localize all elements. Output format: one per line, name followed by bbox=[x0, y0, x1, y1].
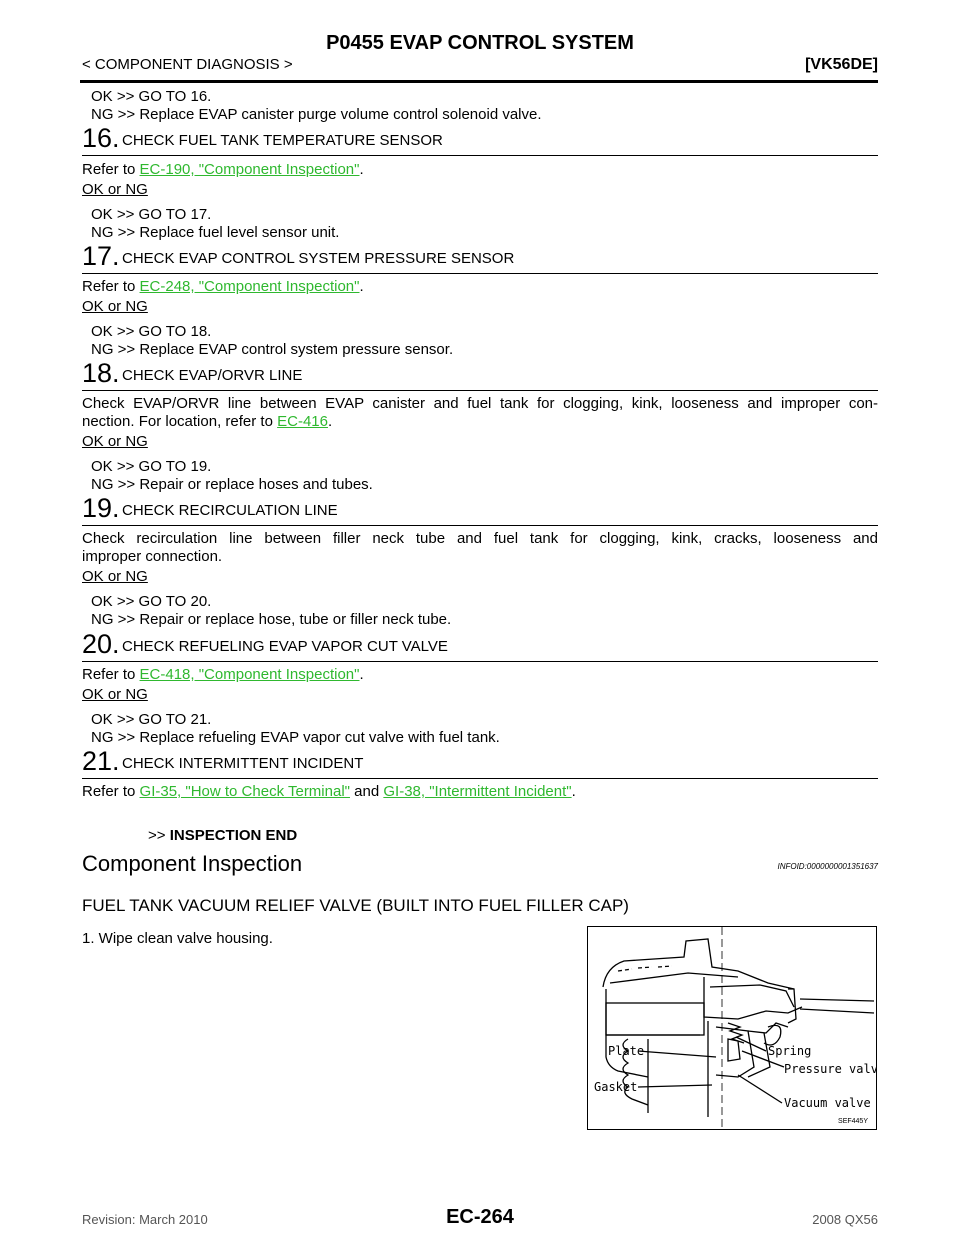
step-21-header bbox=[82, 746, 878, 779]
step-17-ok: OK >> GO TO 18. bbox=[91, 323, 212, 340]
gi-35-link[interactable]: GI-35, "How to Check Terminal" bbox=[139, 783, 350, 800]
plate-label: Plate bbox=[608, 1044, 645, 1058]
header-rule bbox=[80, 80, 878, 83]
ok-or-ng-label: OK or NG bbox=[82, 181, 148, 198]
step-19-line1: Check recirculation line between filler neck tube and fuel tank for clogging, kink, cracks, looseness and bbox=[82, 530, 878, 547]
page-number: EC-264 bbox=[446, 1206, 514, 1228]
step-title: CHECK EVAP CONTROL SYSTEM PRESSURE SENSOR bbox=[122, 250, 515, 267]
step-16-ng: NG >> Replace fuel level sensor unit. bbox=[91, 224, 340, 241]
step-19-ng: NG >> Repair or replace hose, tube or filler neck tube. bbox=[91, 611, 452, 628]
document-title: P0455 EVAP CONTROL SYSTEM bbox=[326, 32, 634, 54]
step-21-refer: Refer to GI-35, "How to Check Terminal" and GI-38, "Intermittent Incident". bbox=[82, 783, 576, 800]
step-19-line2: improper connection. bbox=[82, 548, 223, 565]
step-18-ok: OK >> GO TO 19. bbox=[91, 458, 212, 475]
step-20-ng: NG >> Replace refueling EVAP vapor cut valve with fuel tank. bbox=[91, 729, 500, 746]
step-19-header bbox=[82, 493, 878, 526]
engine-code: [VK56DE] bbox=[805, 56, 878, 73]
vacuum-valve-label: Vacuum valve bbox=[784, 1096, 871, 1110]
step-title: CHECK RECIRCULATION LINE bbox=[122, 502, 338, 519]
fuel-filler-cap-figure bbox=[587, 926, 877, 1130]
model-year: 2008 QX56 bbox=[812, 1212, 878, 1227]
filler-cap-drawing bbox=[588, 927, 876, 1129]
figure-code: SEF445Y bbox=[838, 1118, 868, 1125]
step-17-refer: Refer to EC-248, "Component Inspection". bbox=[82, 278, 364, 295]
step-20-header bbox=[82, 629, 878, 662]
step-title: CHECK FUEL TANK TEMPERATURE SENSOR bbox=[122, 132, 443, 149]
ec-416-link[interactable]: EC-416 bbox=[277, 413, 328, 430]
spring-label: Spring bbox=[768, 1044, 812, 1058]
step-number: 21. bbox=[82, 746, 120, 776]
gi-38-link[interactable]: GI-38, "Intermittent Incident" bbox=[383, 783, 572, 800]
breadcrumb: < COMPONENT DIAGNOSIS > bbox=[82, 56, 293, 73]
step-title: CHECK EVAP/ORVR LINE bbox=[122, 367, 303, 384]
ok-or-ng-label: OK or NG bbox=[82, 568, 148, 585]
step-title: CHECK INTERMITTENT INCIDENT bbox=[122, 755, 364, 772]
step-16-refer: Refer to EC-190, "Component Inspection". bbox=[82, 161, 364, 178]
step-19-ok: OK >> GO TO 20. bbox=[91, 593, 212, 610]
ec-190-link[interactable]: EC-190, "Component Inspection" bbox=[139, 161, 360, 178]
step-20-refer: Refer to EC-418, "Component Inspection". bbox=[82, 666, 364, 683]
step-number: 17. bbox=[82, 241, 120, 271]
ok-or-ng-label: OK or NG bbox=[82, 433, 148, 450]
step-number: 16. bbox=[82, 123, 120, 153]
inspection-end: >> INSPECTION END bbox=[148, 827, 298, 844]
ec-418-link[interactable]: EC-418, "Component Inspection" bbox=[139, 666, 360, 683]
revision-date: Revision: March 2010 bbox=[82, 1212, 208, 1227]
info-id: INFOID:0000000001351637 bbox=[777, 862, 878, 871]
step-number: 20. bbox=[82, 629, 120, 659]
step-number: 18. bbox=[82, 358, 120, 388]
intro-ok: OK >> GO TO 16. bbox=[91, 88, 212, 105]
step-18-line1: Check EVAP/ORVR line between EVAP canister and fuel tank for clogging, kink, looseness and improper con- bbox=[82, 395, 878, 412]
step-18-header bbox=[82, 358, 878, 391]
pressure-valve-label: Pressure valve bbox=[784, 1062, 876, 1076]
step-16-ok: OK >> GO TO 17. bbox=[91, 206, 212, 223]
ok-or-ng-label: OK or NG bbox=[82, 686, 148, 703]
ec-248-link[interactable]: EC-248, "Component Inspection" bbox=[139, 278, 360, 295]
step-title: CHECK REFUELING EVAP VAPOR CUT VALVE bbox=[122, 638, 448, 655]
gasket-label: Gasket bbox=[594, 1080, 638, 1094]
step-17-header bbox=[82, 241, 878, 274]
step-18-refer: nection. For location, refer to EC-416. bbox=[82, 413, 333, 430]
step-16-header bbox=[82, 123, 878, 156]
section-title: Component Inspection bbox=[82, 851, 303, 876]
step-number: 19. bbox=[82, 493, 120, 523]
step-17-ng: NG >> Replace EVAP control system pressure sensor. bbox=[91, 341, 454, 358]
step-18-ng: NG >> Repair or replace hoses and tubes. bbox=[91, 476, 373, 493]
step-20-ok: OK >> GO TO 21. bbox=[91, 711, 212, 728]
intro-ng: NG >> Replace EVAP canister purge volume control solenoid valve. bbox=[91, 106, 542, 123]
subsection-title: FUEL TANK VACUUM RELIEF VALVE (BUILT INTO FUEL FILLER CAP) bbox=[82, 896, 629, 915]
ok-or-ng-label: OK or NG bbox=[82, 298, 148, 315]
step-1-text: 1. Wipe clean valve housing. bbox=[82, 930, 273, 947]
